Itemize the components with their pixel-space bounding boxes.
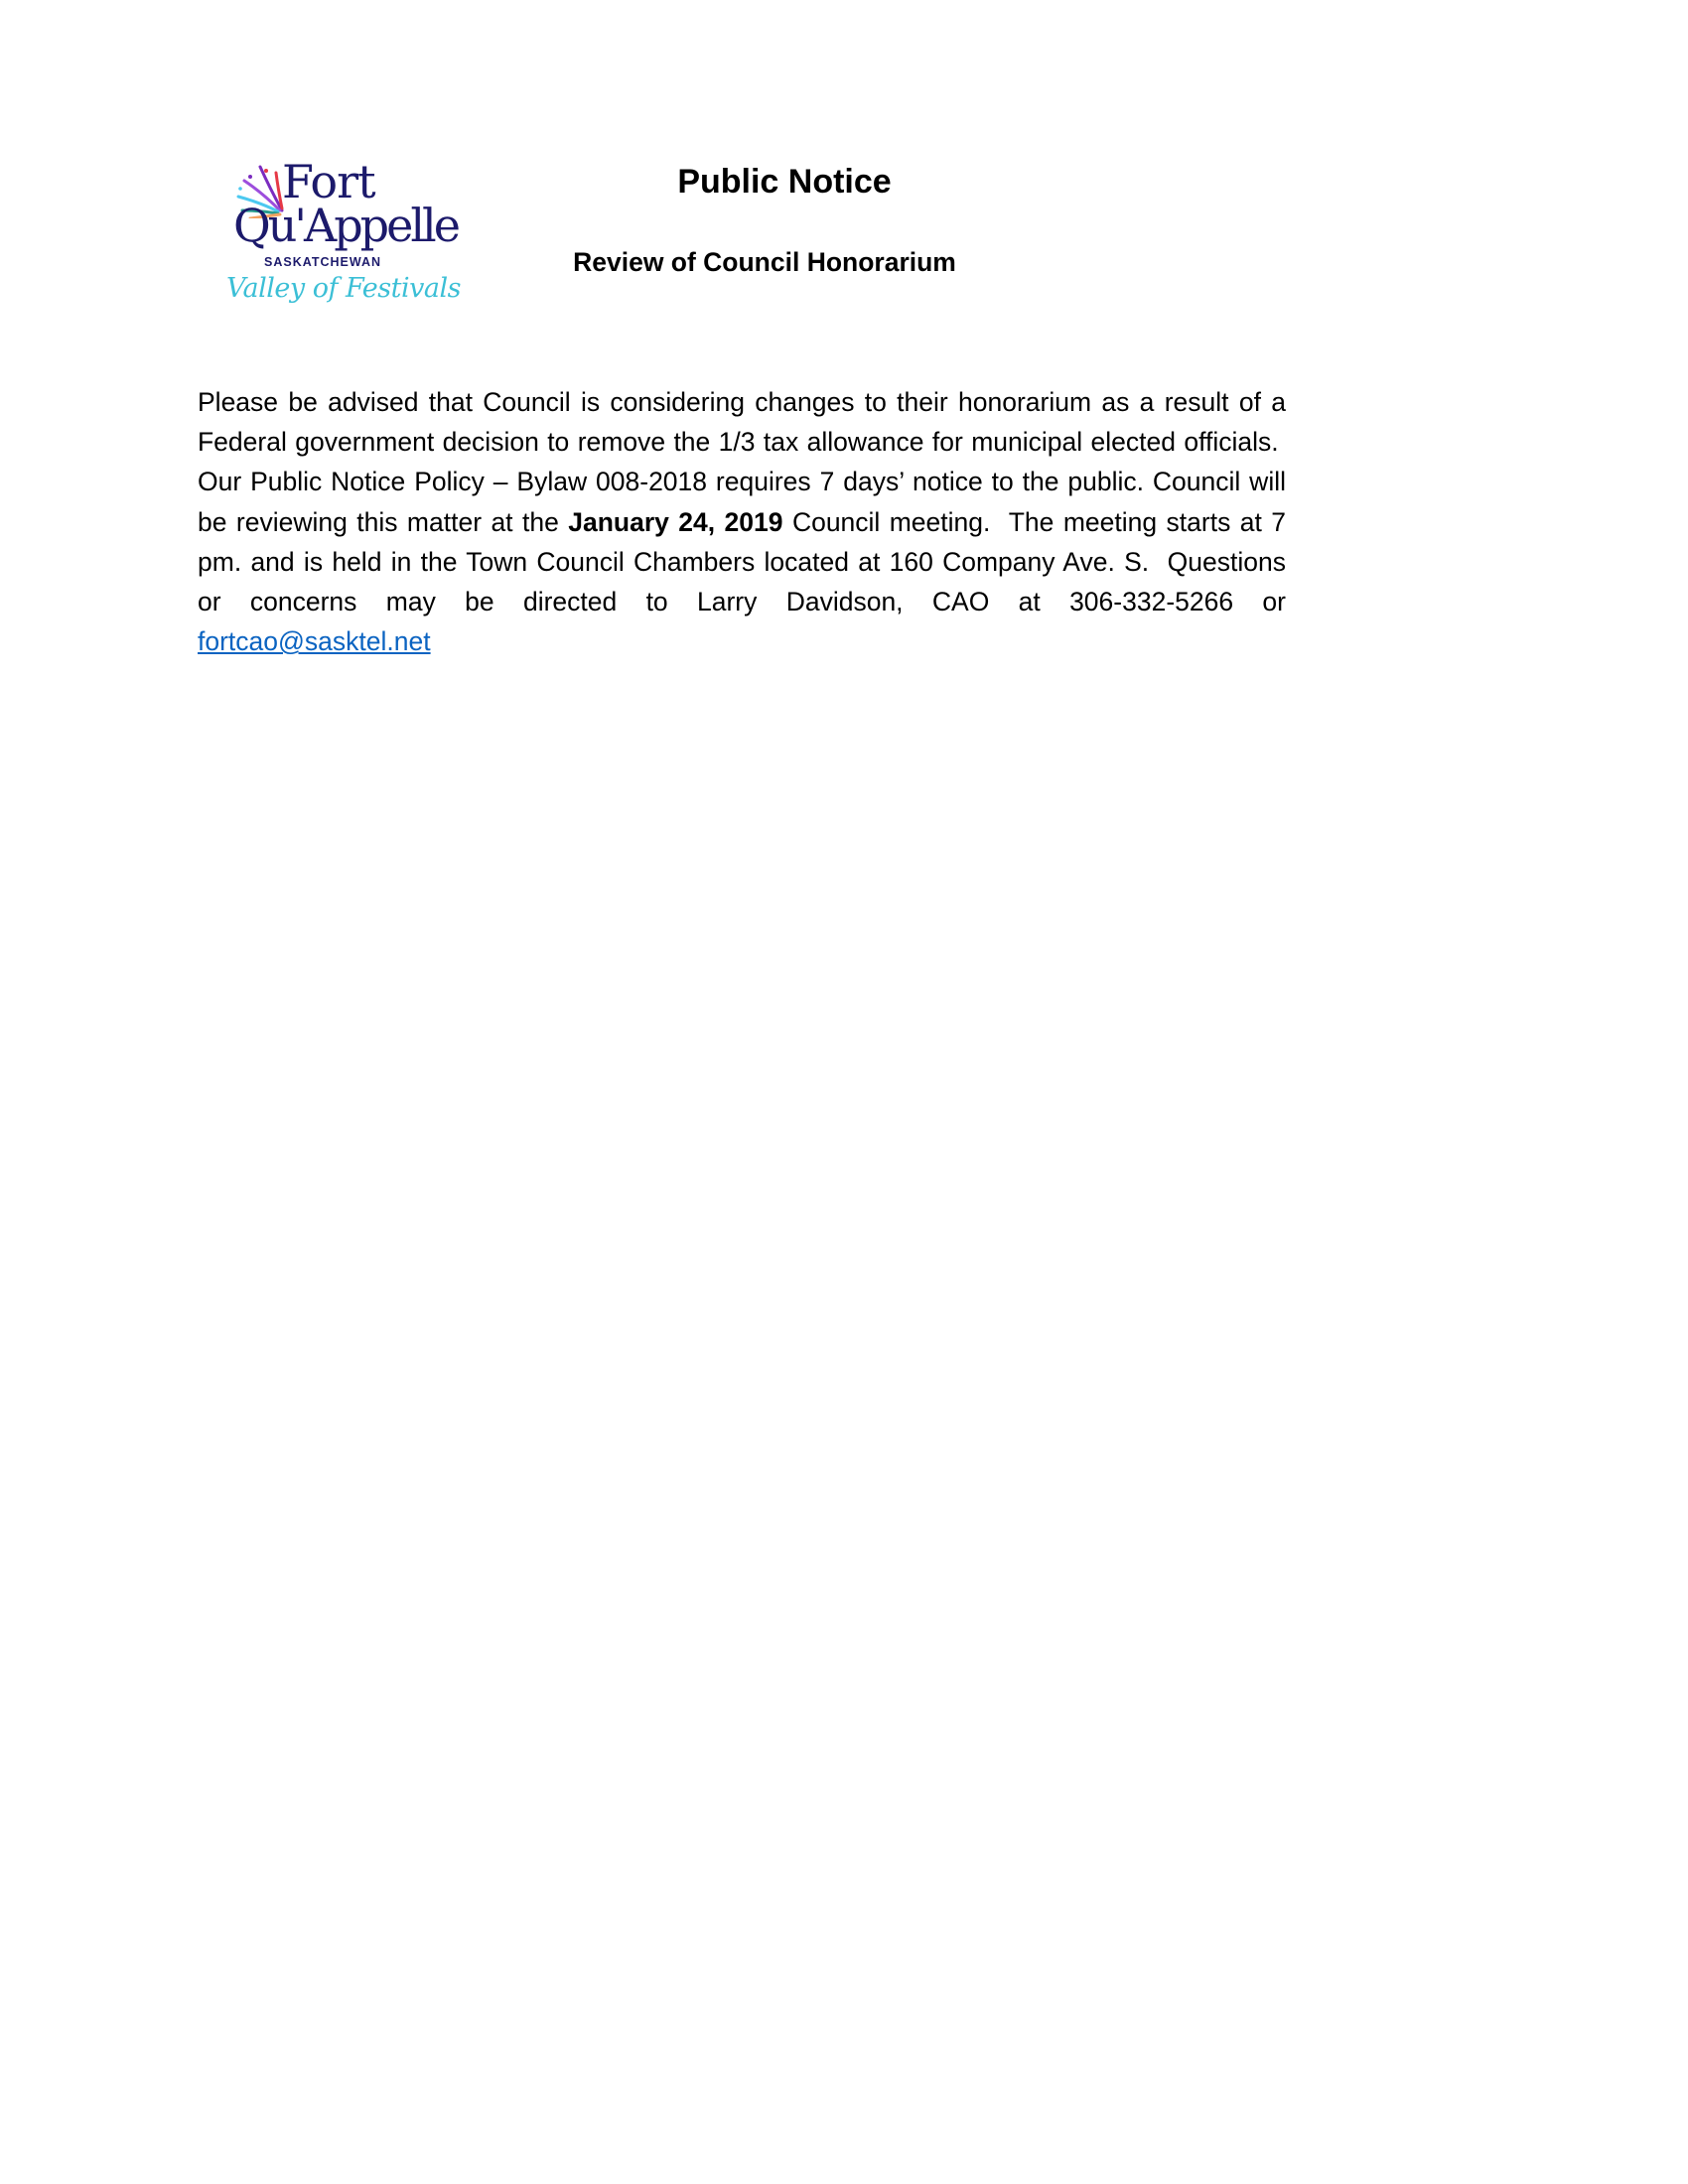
email-link[interactable]: fortcao@sasktel.net (198, 626, 431, 657)
meeting-date: January 24, 2019 (568, 506, 783, 537)
notice-text-part2: Council meeting. The meeting starts at 7 pm. and is held in the Town Council Chambers located at 160 Company Ave. S. Questions or concerns may be directed to Larry Davidson, CAO at 306-332-5266 or (198, 506, 1286, 617)
logo-text-quappelle: Qu'Appelle (233, 199, 458, 252)
notice-text-part1: Please be advised that Council is considering changes to their honorarium as a result of a Federal government decision to remove the 1/3 tax allowance for municipal elected officials. Our Public Notice Policy – Bylaw 008-2018 requires 7 days’ notice to the public. Council will be reviewing this matter at the (198, 387, 1286, 537)
page-title: Public Notice (677, 163, 892, 201)
logo-text-saskatchewan: SASKATCHEWAN (264, 255, 382, 269)
logo-tagline: Valley of Festivals (226, 273, 461, 304)
fort-quappelle-logo (220, 155, 461, 328)
notice-body (198, 382, 1286, 661)
page-subtitle: Review of Council Honorarium (573, 247, 956, 277)
logo-text-fort: Fort (282, 155, 375, 208)
